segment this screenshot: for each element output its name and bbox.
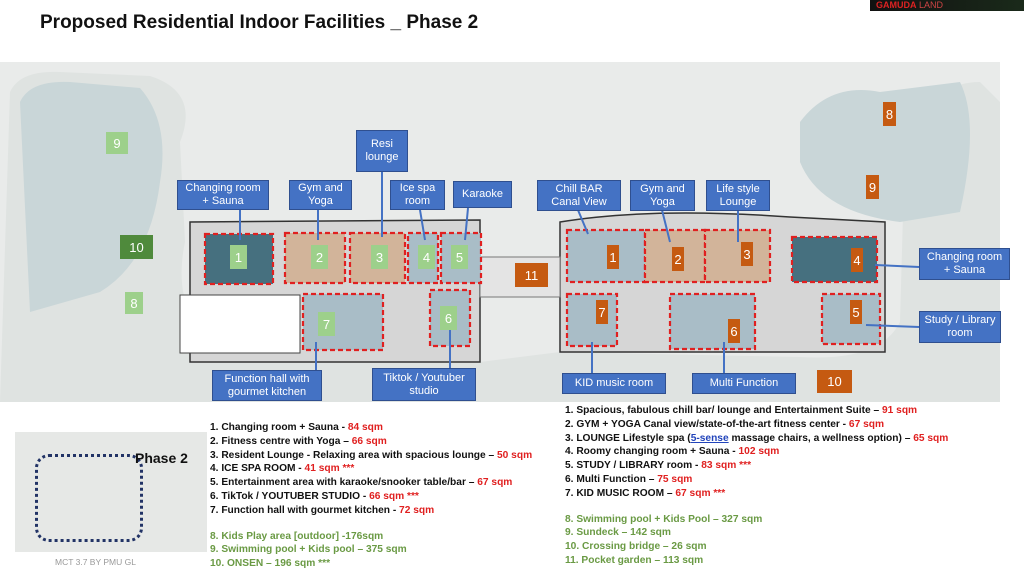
list-item: 3. Resident Lounge - Relaxing area with spacious lounge – 50 sqm	[210, 449, 533, 461]
label-left-changing-room: Changing room + Sauna	[177, 180, 269, 210]
zone-right-8: 8	[883, 102, 896, 126]
logo-brand: GAMUDA	[876, 0, 917, 10]
inset-caption: MCT 3.7 BY PMU GL	[55, 557, 136, 567]
zone-right-2: 2	[672, 247, 684, 271]
inset-label: Phase 2	[135, 450, 188, 466]
list-item: 1. Changing room + Sauna - 84 sqm	[210, 422, 383, 433]
label-multi-function: Multi Function	[692, 373, 796, 394]
list-item: 5. Entertainment area with karaoke/snooker table/bar – 67 sqm	[210, 477, 513, 489]
zone-right-10: 10	[817, 370, 852, 393]
zone-right-7: 7	[596, 300, 608, 324]
phase-location-inset	[15, 432, 207, 552]
floor-plan	[0, 62, 1003, 402]
zone-left-3: 3	[371, 245, 388, 269]
phase-2-boundary	[35, 454, 143, 542]
list-item: 3. LOUNGE Lifestyle spa (5-sense massage chairs, a wellness option) – 65 sqm	[565, 432, 949, 444]
list-item: 7. Function hall with gourmet kitchen - 72 sqm	[210, 504, 435, 516]
zone-right-4: 4	[851, 248, 863, 272]
list-item-outdoor: 10. Crossing bridge – 26 sqm	[565, 541, 707, 553]
zone-left-1: 1	[230, 245, 247, 269]
label-kid-music: KID music room	[562, 373, 666, 394]
list-item: 1. Spacious, fabulous chill bar/ lounge and Entertainment Suite – 91 sqm	[565, 405, 918, 416]
label-right-gym-yoga: Gym and Yoga	[630, 180, 695, 211]
zone-left-9: 9	[106, 132, 128, 154]
right-facilities-list	[565, 404, 948, 568]
label-function-hall: Function hall with gourmet kitchen	[212, 370, 322, 401]
list-item: 6. TikTok / YOUTUBER STUDIO - 66 sqm ***	[210, 490, 419, 502]
zone-left-6: 6	[440, 306, 457, 330]
label-study-library: Study / Library room	[919, 311, 1001, 343]
zone-left-2: 2	[311, 245, 328, 269]
list-item: 6. Multi Function – 75 sqm	[565, 473, 693, 485]
zone-right-11: 11	[515, 263, 548, 287]
label-chill-bar: Chill BAR Canal View	[537, 180, 621, 211]
list-item: 2. Fitness centre with Yoga – 66 sqm	[210, 435, 387, 447]
zone-right-5: 5	[850, 300, 862, 324]
list-item-outdoor: 8. Kids Play area [outdoor] -176sqm	[210, 530, 384, 542]
zone-left-4: 4	[418, 245, 435, 269]
zone-left-5: 5	[451, 245, 468, 269]
list-item: 4. ICE SPA ROOM - 41 sqm ***	[210, 463, 355, 475]
label-ice-spa: Ice spa room	[390, 180, 445, 210]
zone-right-1: 1	[607, 245, 619, 269]
label-resi-lounge: Resi lounge	[356, 130, 408, 172]
zone-left-8: 8	[125, 292, 143, 314]
zone-right-9: 9	[866, 175, 879, 199]
label-left-gym-yoga: Gym and Yoga	[289, 180, 352, 210]
site-plan-drawing	[0, 62, 1000, 402]
zone-left-7: 7	[318, 312, 335, 336]
label-tiktok-studio: Tiktok / Youtuber studio	[372, 368, 476, 401]
five-sense-link[interactable]: 5-sense	[690, 432, 729, 444]
list-item: 2. GYM + YOGA Canal view/state-of-the-art fitness center - 67 sqm	[565, 418, 885, 430]
list-item: 4. Roomy changing room + Sauna - 102 sqm	[565, 446, 780, 458]
list-item-outdoor: 9. Sundeck – 142 sqm	[565, 527, 671, 539]
zone-left-10: 10	[120, 235, 153, 259]
label-karaoke: Karaoke	[453, 181, 512, 208]
list-item-outdoor: 9. Swimming pool + Kids pool – 375 sqm	[210, 544, 407, 556]
list-item-outdoor: 10. ONSEN – 196 sqm ***	[210, 558, 331, 570]
logo-suffix: LAND	[919, 0, 944, 10]
left-facilities-list	[210, 421, 532, 571]
label-lifestyle-lounge: Life style Lounge	[706, 180, 770, 211]
list-item: 7. KID MUSIC ROOM – 67 sqm ***	[565, 487, 726, 499]
list-item: 5. STUDY / LIBRARY room - 83 sqm ***	[565, 460, 752, 472]
gamuda-land-logo	[870, 0, 1024, 11]
zone-right-6: 6	[728, 319, 740, 343]
list-item-outdoor: 11. Pocket garden – 113 sqm	[565, 554, 704, 566]
list-item-outdoor: 8. Swimming pool + Kids Pool – 327 sqm	[565, 513, 763, 525]
page-title: Proposed Residential Indoor Facilities _ Phase 2	[40, 12, 479, 33]
zone-right-3: 3	[741, 242, 753, 266]
label-right-changing-room: Changing room + Sauna	[919, 248, 1010, 280]
